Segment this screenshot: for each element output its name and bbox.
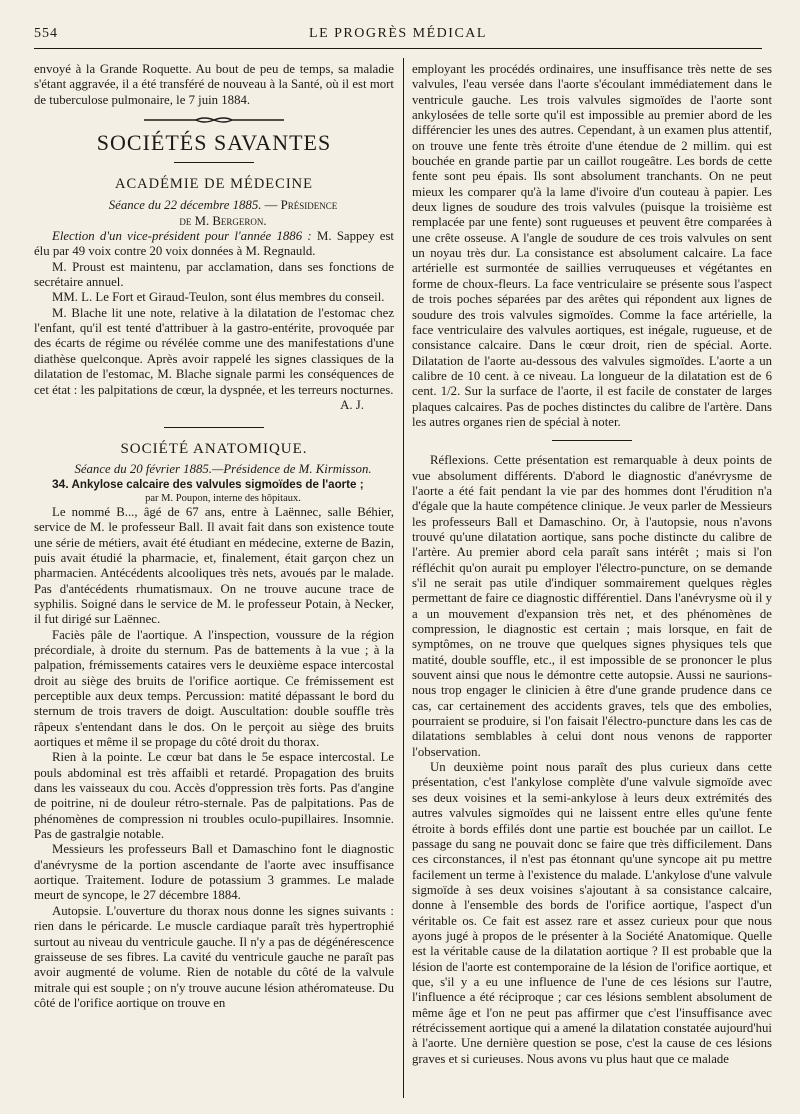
blache-paragraph: M. Blache lit une note, relative à la dilatation de l'estomac chez l'enfant, qu'il est tenté d'attribuer à la gastro-entérite, provoquée par des écarts de régime ou révélée comme une des manifestations d'une diathèse quelconque. Après avoir rappelé les signes classiques de la dilatation de l'estomac, M. Blache signale parmi les conséquences de cet état : les palpitations de cœur, la dyspnée, et les terreurs nocturnes. (34, 305, 394, 397)
election-text: M. Sappey est élu par 49 voix contre 20 voix données à M. Regnauld. (34, 229, 394, 259)
case-paragraph-5: Autopsie. L'ouverture du thorax nous donne les signes suivants : rien dans le péricarde. Le muscle cardiaque paraît très hypertrophié surtout au niveau du ventricule gauche. Il n'y a pas de dégénérescence graisseuse de ses fibres. La cavité du ventricule gauche ne paraît pas avoir augmenté de volume. Rien de notable du côté de la valvule mitrale qui est souple ; on n'y trouve aucune lésion athéromateuse. Du côté de l'orifice aortique on trouve en (34, 903, 394, 1010)
secretary-paragraph: M. Proust est maintenu, par acclamation, dans ses fonctions de secrétaire annuel. (34, 259, 394, 290)
observation-title-text: Ankylose calcaire des valvules sigmoïdes de l'aorte ; (71, 477, 364, 491)
section-divider (164, 427, 264, 428)
journal-title: LE PROGRÈS MÉDICAL (309, 26, 487, 41)
second-point-paragraph: Un deuxième point nous paraît des plus curieux dans cette présentation, c'est l'ankylose complète d'une valvule sigmoïde avec ses deux voisines et la semi-ankylose à leurs deux extrémités des autres valvules sigmoïdes qui ne laissent entre elles qu'une fente étroite à bords effilés dont une partie est bouchée par un caillot. Le passage du sang ne pouvait donc se faire que très difficilement. Dans ces circonstances, il n'est pas étonnant qu'une syncope ait pu mettre facilement un terme à l'existence du malade. L'ankylose d'une valvule sigmoïde à ses deux voisines s'ajoutant à sa consistance calcaire, donne à l'ensemble des bords de l'orifice aortique, l'aspect d'un véritable os. Ce fait est assez rare et assez curieux pour que nous ayons jugé à propos de le présenter à la Société Anatomique. Quelle est la véritable cause de la dilatation aortique ? Il est probable que la lésion de l'aorte est contemporaine de la lésion de l'orifice aortique, et que, s'il y a eu une influence de l'une de ces lésions sur l'autre, l'influence a été réciproque ; car ces lésions semblent absolument de même âge et l'on ne peut pas affirmer que c'est l'insuffisance avec rétrécissement aortique qui a amené la dilatation constatée aujourd'hui à l'aorte. Une dernière question se pose, c'est la cause de ces lésions graves et si curieuses. Nous avons vu plus haut que ce malade (412, 760, 772, 1066)
academy-presidency: — Présidence (264, 198, 338, 213)
observation-title (34, 477, 394, 492)
academy-session-date: Séance du 22 décembre 1885. (108, 198, 262, 213)
anatomique-heading: SOCIÉTÉ ANATOMIQUE. (120, 441, 308, 458)
case-paragraph-3: Rien à la pointe. Le cœur bat dans le 5e espace intercostal. Le pouls abdominal est très affaibli et retardé. Propagation des bruits dans les vaisseaux du cou. Accès d'oppression très forts. Pas d'angine de poitrine, ni de douleur rétro-sternale. Pas de palpitations. Pas de phénomènes de compression ni troubles oculo-pupillaires. Insomnie. Pas de gastralgie notable. (34, 750, 394, 842)
academy-president: de M. Bergeron. (179, 213, 267, 228)
autopsy-continuation: employant les procédés ordinaires, une insuffisance très nette de ses valvules, l'eau versée dans l'aorte s'écoulant immédiatement dans le ventricule gauche. Les trois valvules sigmoïdes de l'aorte sont ankylosées de telle sorte qu'il est impossible au premier abord de les différencier les unes des autres. Cependant, à un examen plus attentif, on trouve une fente très étroite d'une étendue de 2 millim. qui est bouchée en grande partie par un caillot rougeâtre. Les bords de cette fente sont peu épais. Ils sont absolument tranchants. On ne peut mieux les comparer qu'à la lame d'ivoire d'un couteau à papier. Les deux lignes de soudure des trois valvules (puisque la troisième est remplacée par une fente) sont rugueuses et peuvent être comparées à une crête osseuse. A l'angle de soudure de ces trois valvules on sent un noyau très dur. La consistance est absolument calcaire. La face artérielle est surmontée de saillies verruqueuses et végétantes en forme de choux-fleurs. La face ventriculaire se présente sous l'aspect de trois poches séparées par des arêtes qui répondent aux lignes de soudure des trois valvules sigmoïdes. Comme la face artérielle, la face ventriculaire des valvules aortiques, est inégale, rugueuse, et de consistance calcaire. Dans le cœur droit, rien de spécial. Aorte. Dilatation de l'aorte au-dessous des valvules sigmoïdes. L'aorte a un calibre de 10 cent. à ce niveau. La longueur de la dilatation est de 6 cent. 1/2. Sur la surface de l'aorte, il est facile de constater de larges plaques calcaires. Pas de poches distinctes du calibre de l'artère. Dans les autres organes rien de spécial à noter. (412, 62, 772, 429)
right-column (412, 62, 772, 1067)
case-paragraph-2: Faciès pâle de l'aortique. A l'inspection, voussure de la région précordiale, à droite du sternum. Pas de battements à la vue ; à la palpation, frémissements cataires vers le deuxième espace intercostal droit au siège des bruits de l'orifice aortique. Ce frémissement est perceptible aux deux temps. Percussion: matité dépassant le bord du sternum de trois travers de doigt. Auscultation: double souffle très râpeux s'entendant dans le dos. On le perçoit au siège des bruits aortiques et même il se propage du côté droit du thorax. (34, 627, 394, 750)
page-header (34, 26, 762, 46)
ornament-icon (144, 116, 284, 124)
election-paragraph (34, 229, 394, 260)
anatomique-session-line: Séance du 20 février 1885.—Présidence de M. Kirmisson. (74, 461, 372, 476)
academy-signature: A. J. (340, 397, 364, 412)
observation-byline: par M. Poupon, interne des hôpitaux. (145, 492, 301, 504)
observation-number: 34. (52, 476, 69, 491)
case-paragraph-4: Messieurs les professeurs Ball et Damaschino font le diagnostic d'anévrysme de la portion ascendante de l'aorte avec insuffisance aortique. Traitement. Iodure de potassium 3 grammes. Le malade meurt de syncope, le 27 décembre 1884. (34, 842, 394, 903)
reflexions-paragraph: Réflexions. Cette présentation est remarquable à deux points de vue absolument différents. D'abord le diagnostic d'anévrysme de l'aorte a été fait pendant la vie par des hommes dont l'érudition n'a d'égale que la haute compétence clinique. Je veux parler de Messieurs les professeurs Ball et Damaschino. Or, à l'autopsie, nous n'avons trouvé qu'une dilatation aortique, sans poche distincte du calibre de l'artère. Au premier abord cela paraît sans intérêt ; mais si l'on réfléchit qu'on aurait pu employer l'électro-puncture, on se demande s'il ne serait pas utile d'indiquer sommairement quelques règles permettant de faire ce diagnostic différentiel. Dans l'anévrysme où il y a un mouvement d'expansion très net, et des phénomènes de compression, le diagnostic est certain ; mais lorsque, en fait de symptômes, on ne trouve que quelques signes physiques tels que matité, double souffle, etc., il est impossible de se prononcer le plus souvent ainsi que nous le démontre cette autopsie. Aussi ne saurions-nous trop engager le clinicien à être d'une grande prudence dans ce cas, car certainement des accidents graves, tels que des embolies, pourraient se produire, si l'on faisait l'électro-puncture dans les cas de dilatations semblables à celui dont nous venons de rapporter l'observation. (412, 453, 772, 759)
election-heading: Election d'un vice-président pour l'année 1886 : (52, 229, 312, 244)
header-rule (34, 48, 762, 49)
council-paragraph: MM. L. Le Fort et Giraud-Teulon, sont élus membres du conseil. (52, 290, 385, 305)
section-ornament (34, 116, 394, 124)
left-column (34, 62, 394, 1011)
page-number: 554 (34, 26, 58, 41)
intro-paragraph: envoyé à la Grande Roquette. Au bout de peu de temps, sa maladie s'étant aggravée, il a été transféré de nouveau à la Santé, où il est mort de tuberculose pulmonaire, le 7 juin 1884. (34, 62, 394, 107)
academy-session-line (34, 198, 394, 213)
column-divider (403, 58, 404, 1098)
paragraph-separator (552, 440, 632, 441)
section-title: SOCIÉTÉS SAVANTES (96, 130, 332, 156)
academy-heading: ACADÉMIE DE MÉDECINE (114, 176, 313, 193)
academy-signature-line (34, 398, 394, 413)
case-paragraph-1: Le nommé B..., âgé de 67 ans, entre à Laënnec, salle Béhier, service de M. le professeur Ball. Il avait fait dans son existence toute une série de métiers, avait été étudiant en médecine, externe de Bazin, puis avait étudié la pharmacie, et, finalement, était garçon chez un pharmacien. Antécédents alcooliques très nets, avoués par le malade. Pas d'antécédents rhumatismaux. On ne trouve aucune trace de syphilis. Soigné dans le service de M. le professeur Potain, à Necker, il fut dirigé sur Laënnec. (34, 504, 394, 627)
section-title-rule (34, 162, 394, 163)
